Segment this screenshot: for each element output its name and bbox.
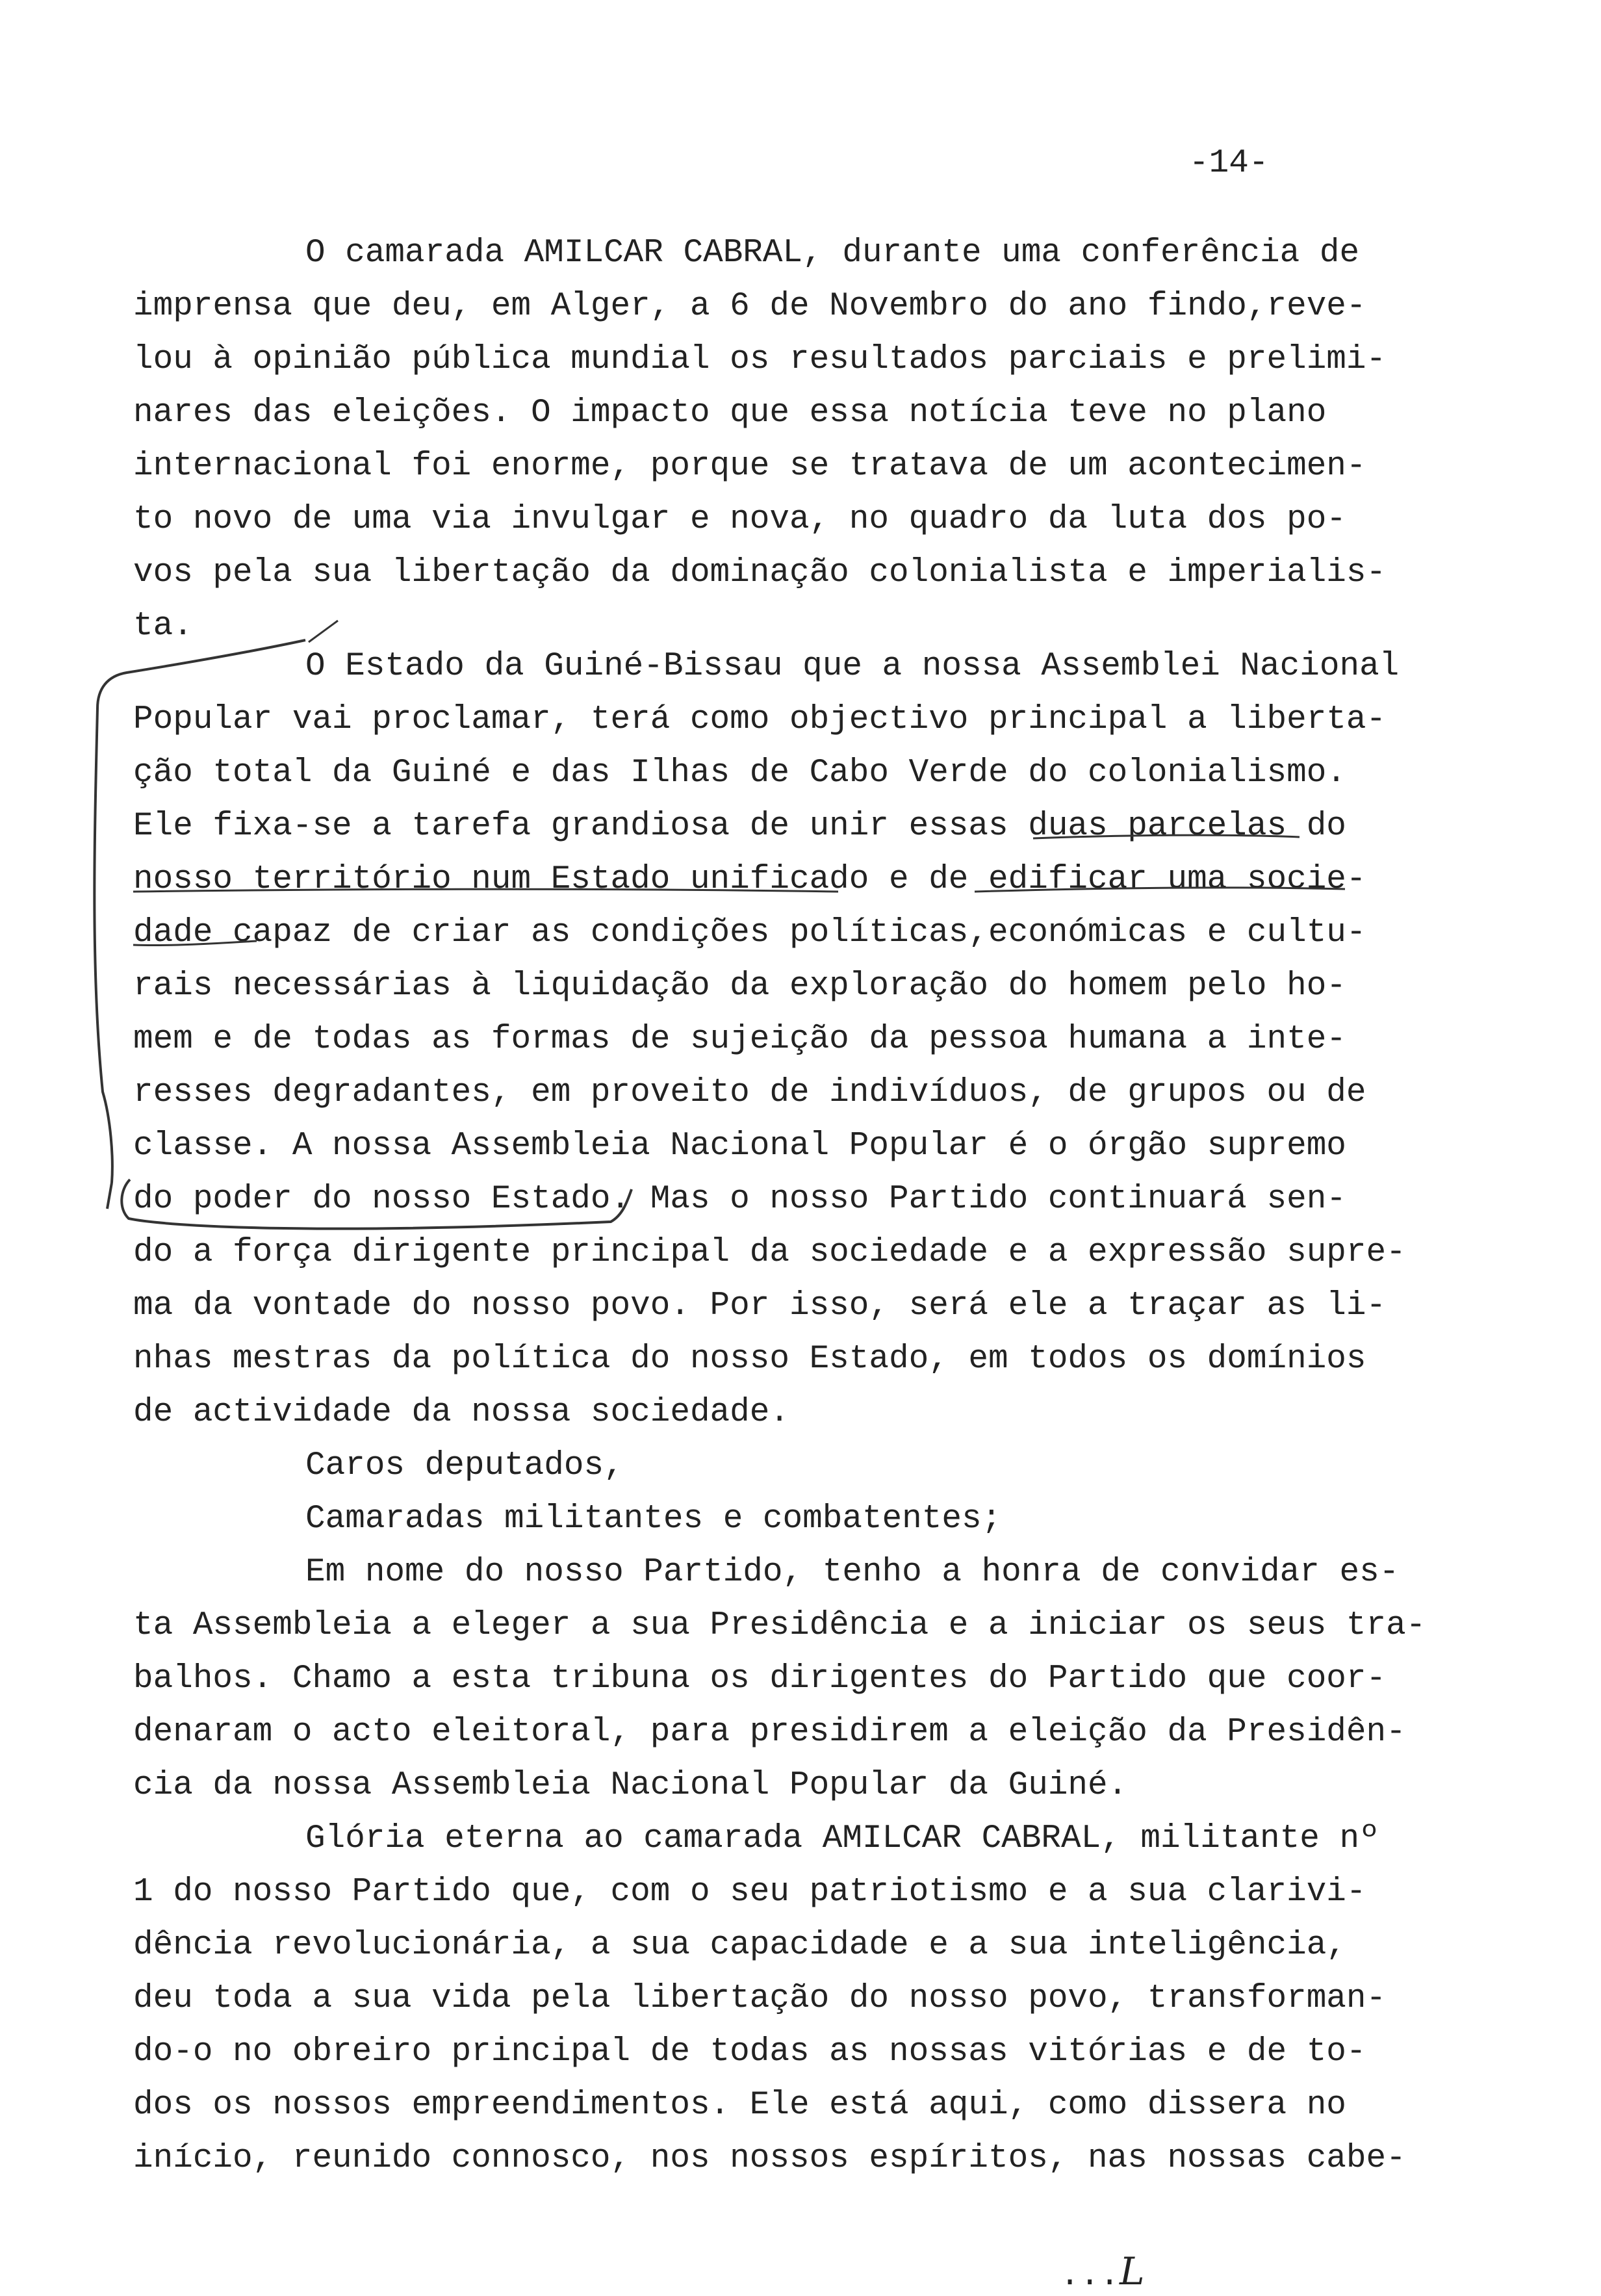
continuation-dots: ... [1060,2258,1120,2295]
text-line: O Estado da Guiné-Bissau que a nossa Assemblei Nacional [305,648,1400,685]
text-line: do poder do nosso Estado. Mas o nosso Partido continuará sen- [133,1181,1346,1218]
text-line: imprensa que deu, em Alger, a 6 de Novembro do ano findo,reve- [133,288,1366,325]
text-line: início, reunido connosco, nos nossos espíritos, nas nossas cabe- [133,2140,1406,2177]
text-line: classe. A nossa Assembleia Nacional Popular é o órgão supremo [133,1128,1346,1165]
text-line: O camarada AMILCAR CABRAL, durante uma conferência de [305,235,1360,272]
text-line: Ele fixa-se a tarefa grandiosa de unir essas duas parcelas do [133,808,1346,845]
text-line: Popular vai proclamar, terá como objectivo principal a liberta- [133,701,1387,738]
text-line: Glória eterna ao camarada AMILCAR CABRAL, militante nº [305,1820,1379,1857]
text-line: resses degradantes, em proveito de indivíduos, de grupos ou de [133,1074,1366,1111]
text-line: ta Assembleia a eleger a sua Presidência e a iniciar os seus tra- [133,1607,1426,1644]
text-line: vos pela sua libertação da dominação colonialista e imperialis- [133,554,1387,591]
text-line: lou à opinião pública mundial os resultados parciais e prelimi- [133,341,1387,378]
text-line: mem e de todas as formas de sujeição da pessoa humana a inte- [133,1021,1346,1058]
text-line: dade capaz de criar as condições políticas,económicas e cultu- [133,914,1366,951]
text-line: internacional foi enorme, porque se tratava de um acontecimen- [133,448,1366,485]
text-line: deu toda a sua vida pela libertação do nosso povo, transforman- [133,1980,1387,2017]
annotation-top-stroke [97,640,305,708]
text-line: dência revolucionária, a sua capacidade e a sua inteligência, [133,1927,1346,1964]
text-line: ma da vontade do nosso povo. Por isso, será ele a traçar as li- [133,1287,1387,1324]
text-line: 1 do nosso Partido que, com o seu patriotismo e a sua clarivi- [133,1874,1366,1911]
text-line: nhas mestras da política do nosso Estado, em todos os domínios [133,1341,1366,1378]
text-line: ta. [133,608,193,645]
text-line: denaram o acto eleitoral, para presidirem a eleição da Presidên- [133,1714,1406,1751]
text-line: rais necessárias à liquidação da exploração do homem pelo ho- [133,968,1346,1005]
continuation-mark [1020,2213,1145,2296]
page-number: -14- [1189,145,1269,182]
text-line: Em nome do nosso Partido, tenho a honra de convidar es- [305,1554,1400,1591]
text-line: dos os nossos empreendimentos. Ele está aqui, como dissera no [133,2087,1346,2124]
annotation-tick [309,621,338,642]
text-line: nosso território num Estado unificado e de edificar uma socie- [133,861,1366,898]
salutation-line: Camaradas militantes e combatentes; [305,1501,1002,1538]
text-line: nares das eleições. O impacto que essa notícia teve no plano [133,394,1327,432]
text-line: do-o no obreiro principal de todas as nossas vitórias e de to- [133,2033,1366,2070]
annotation-left-bracket [94,708,112,1209]
text-line: cia da nossa Assembleia Nacional Popular da Guiné. [133,1767,1128,1804]
handwritten-letter: L [1120,2249,1145,2293]
text-line: do a força dirigente principal da sociedade e a expressão supre- [133,1234,1406,1271]
text-line: ção total da Guiné e das Ilhas de Cabo Verde do colonialismo. [133,755,1346,792]
salutation-line: Caros deputados, [305,1447,624,1484]
text-line: balhos. Chamo a esta tribuna os dirigentes do Partido que coor- [133,1660,1387,1697]
text-line: de actividade da nossa sociedade. [133,1394,789,1431]
text-line: to novo de uma via invulgar e nova, no quadro da luta dos po- [133,501,1346,538]
